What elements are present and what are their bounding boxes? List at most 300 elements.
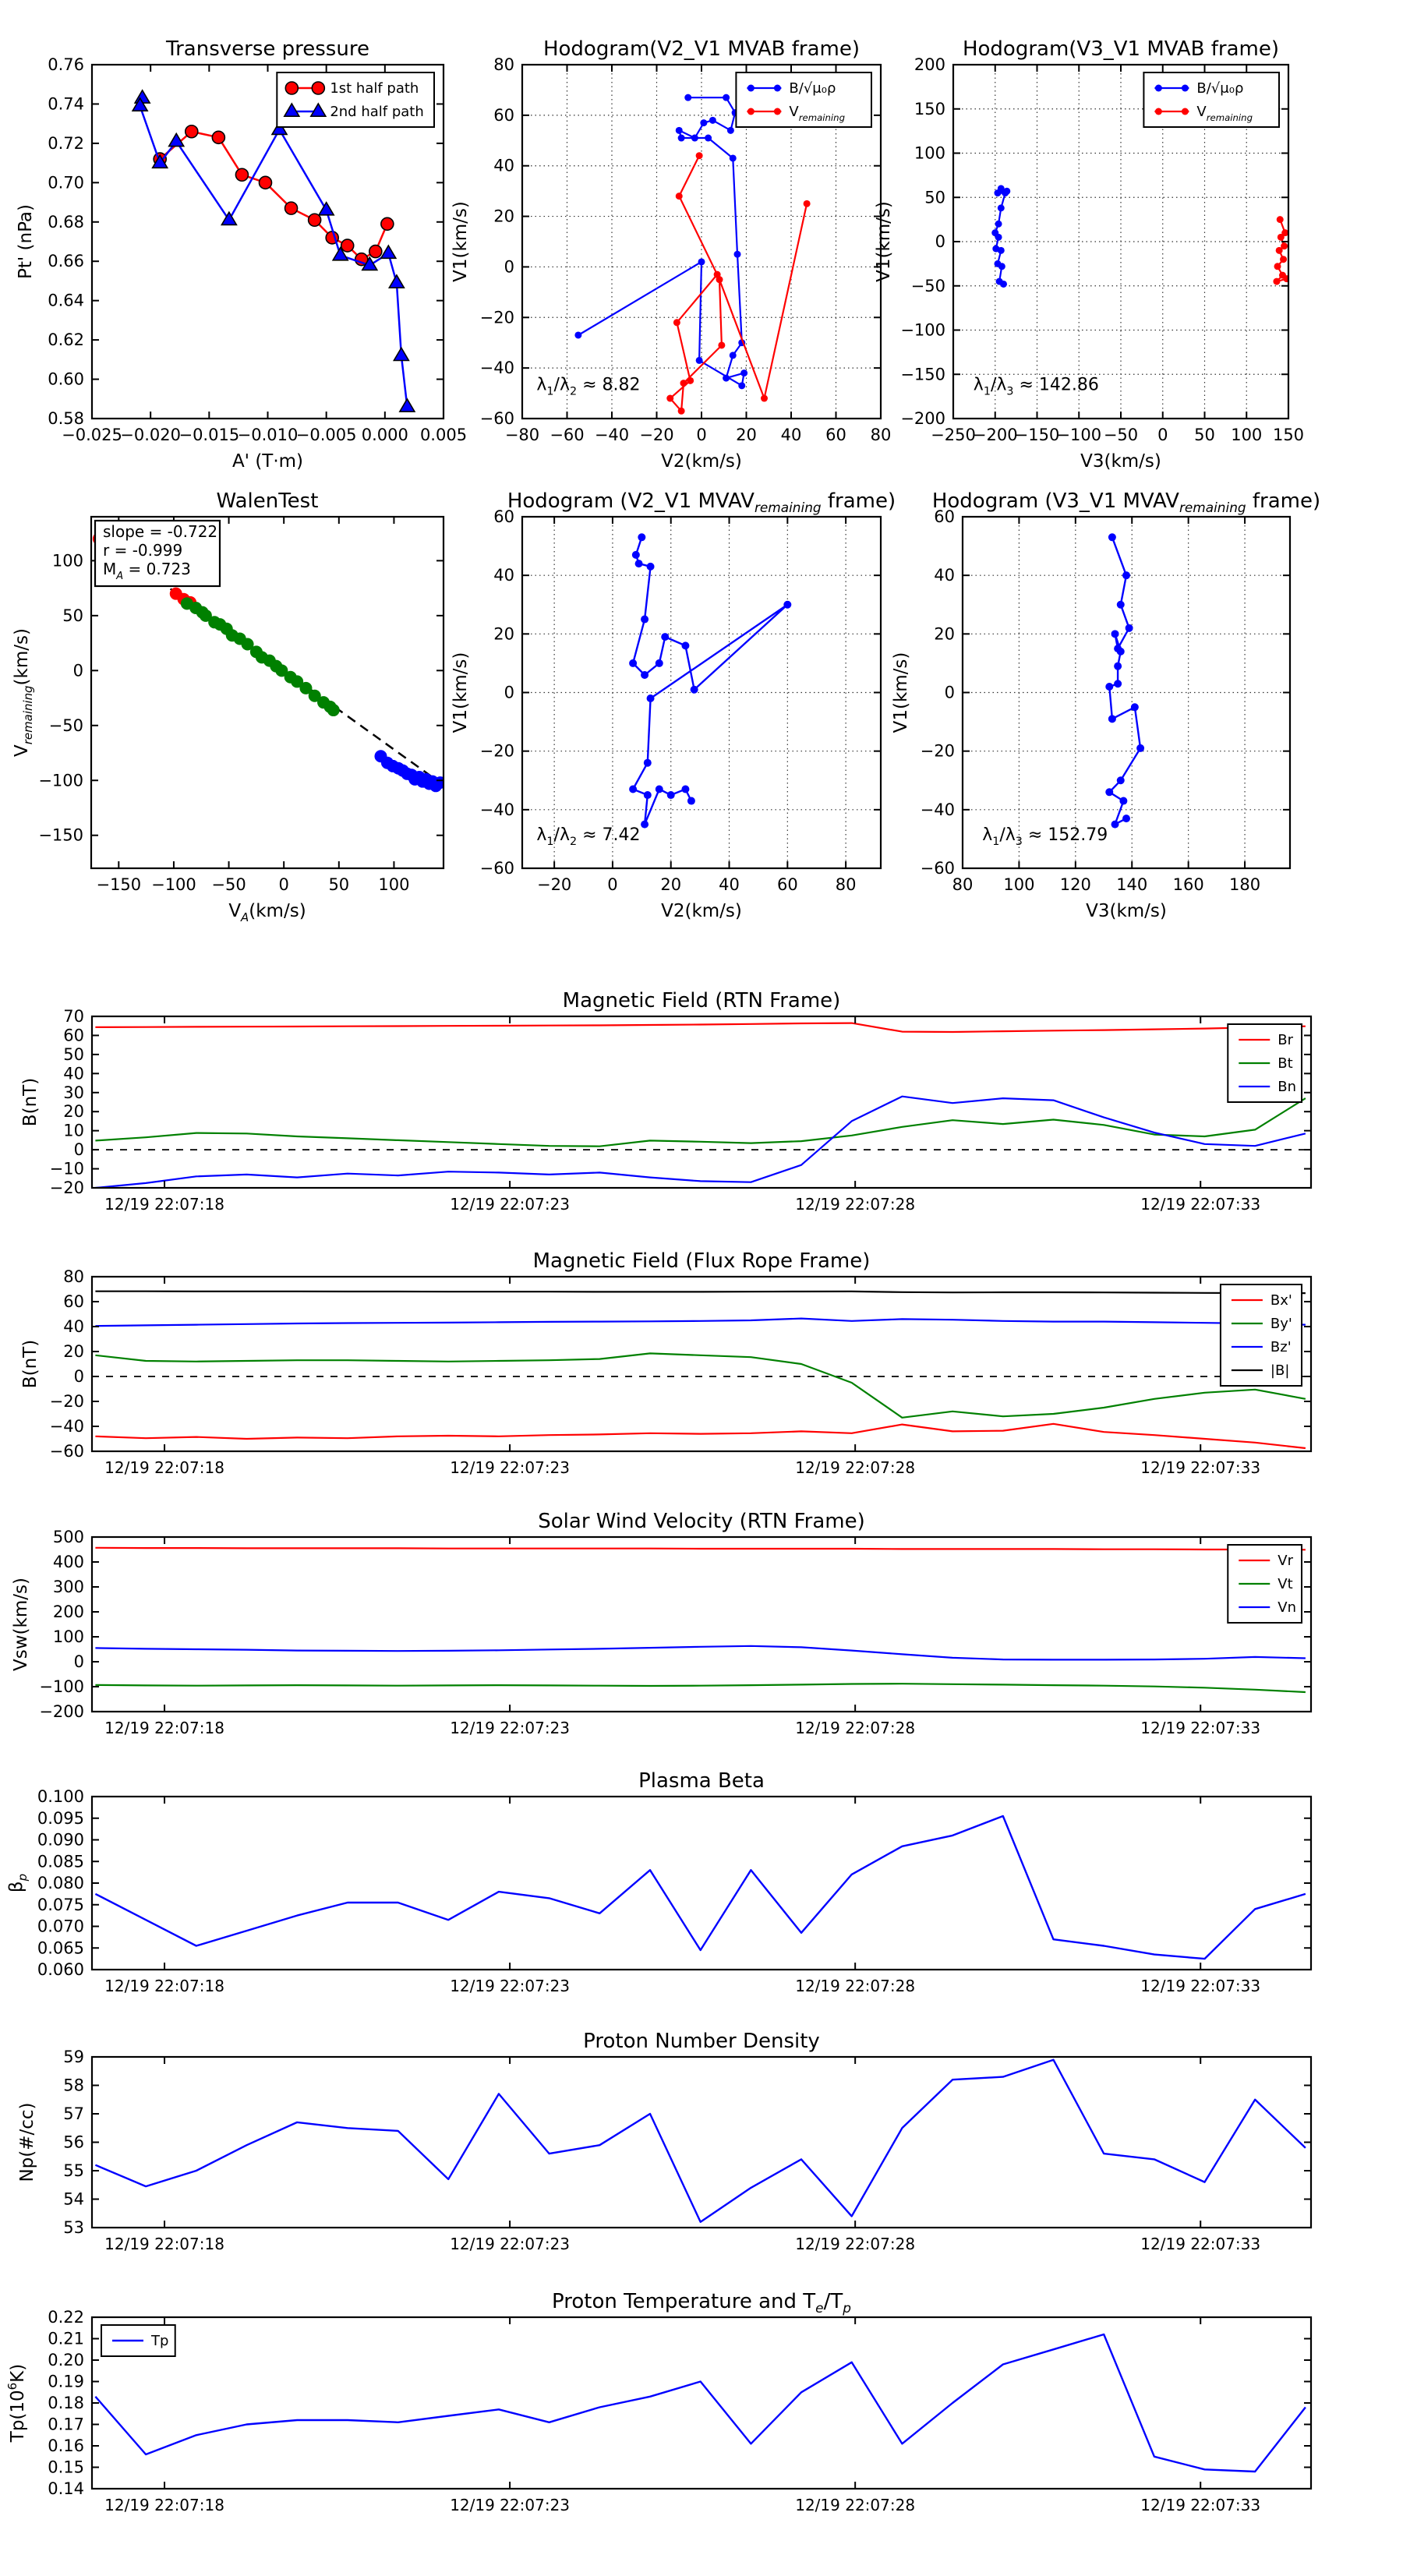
y-tick-label: 0.080 (37, 1874, 84, 1892)
y-tick-label: 0.16 (48, 2436, 84, 2455)
y-tick-label: 100 (52, 1627, 84, 1646)
legend-sample-marker (774, 85, 781, 92)
x-tick-label: −100 (151, 875, 196, 894)
x-tick-label: −0.005 (295, 426, 357, 444)
chart-title: Hodogram (V2_V1 $MVAV_{remaining}$ frame) (507, 489, 896, 515)
fit-stats-line: $M_A = 0.723$ (103, 560, 191, 582)
data-point (212, 131, 224, 143)
series-group (991, 185, 1290, 288)
y-tick-label: −60 (479, 409, 514, 428)
data-point (632, 551, 640, 559)
x-tick-label: −200 (972, 426, 1018, 444)
data-point (1274, 263, 1281, 270)
x-tick-label: 12/19 22:07:18 (104, 1458, 224, 1477)
y-tick-label: −20 (49, 1178, 84, 1197)
x-tick-label: 12/19 22:07:28 (795, 2235, 916, 2253)
chart-title: Hodogram (V3_V1 $MVAV_{remaining}$ frame) (931, 489, 1321, 515)
series-b-alfven (629, 533, 791, 828)
data-point (676, 193, 683, 200)
y-tick-label: 60 (493, 105, 514, 125)
y-tick-label: 0.17 (48, 2415, 84, 2434)
y-tick-label: 0.70 (48, 173, 84, 193)
eigenvalue-annotation: $\lambda_1/\lambda_2 \approx 7.42$ (536, 825, 641, 848)
chart-solar-wind-velocity (11, 1510, 1311, 1737)
y-tick-label: 60 (934, 507, 955, 526)
y-tick-label: −200 (39, 1702, 84, 1721)
chart-title: Transverse pressure (166, 37, 369, 61)
y-tick-label: 0 (73, 1652, 84, 1671)
data-point (574, 331, 581, 338)
data-point (341, 239, 354, 252)
x-tick-label: 120 (1059, 875, 1091, 894)
data-point (400, 399, 415, 412)
series-line (95, 1319, 1306, 1327)
y-tick-label: −20 (920, 741, 955, 761)
y-tick-label: 200 (914, 55, 945, 74)
axis-ticks (92, 1277, 1311, 1451)
series-vr (95, 1548, 1306, 1550)
x-tick-label: 60 (825, 426, 846, 444)
data-point (696, 357, 703, 364)
y-tick-label: −150 (38, 825, 83, 845)
y-axis-label: B(nT) (20, 1339, 41, 1389)
chart-magnetic-field-rtn (20, 989, 1311, 1214)
y-tick-label: 20 (934, 624, 955, 644)
data-point (369, 246, 382, 258)
data-point (691, 135, 698, 142)
y-tick-label: 54 (63, 2189, 84, 2209)
data-point (1117, 776, 1125, 784)
data-point (667, 791, 675, 799)
chart-transverse-pressure (16, 37, 467, 472)
data-point (709, 117, 716, 124)
x-tick-label: 12/19 22:07:18 (104, 1195, 224, 1214)
legend-sample-marker (1155, 85, 1162, 92)
chart-hodogram-v3v1-mvav (891, 489, 1320, 921)
chart-title: Magnetic Field (RTN Frame) (562, 989, 841, 1012)
y-tick-label: −200 (900, 409, 945, 428)
data-point (1126, 624, 1133, 632)
y-tick-label: −40 (479, 359, 514, 378)
x-tick-label: 20 (736, 426, 757, 444)
axis-ticks (92, 2317, 1311, 2489)
y-tick-label: 20 (493, 207, 514, 226)
y-tick-label: 0 (504, 257, 514, 277)
legend-label: 1st half path (330, 80, 419, 97)
series-b-magnitude (95, 1292, 1306, 1293)
y-tick-label: −20 (479, 741, 514, 761)
x-axis-label: V2(km/s) (661, 901, 742, 921)
data-point (727, 127, 734, 134)
y-tick-label: −50 (910, 276, 945, 295)
series-line (578, 97, 744, 386)
y-tick-label: 0.075 (37, 1895, 84, 1914)
legend-label: By' (1270, 1316, 1292, 1332)
y-tick-label: 40 (63, 1317, 84, 1336)
y-axis-label: $Tp(10^6K)$ (5, 2363, 28, 2443)
chart-title: Proton Temperature and $T_e/T_p$ (552, 2290, 851, 2316)
data-point (1002, 189, 1009, 196)
x-tick-label: −0.010 (237, 426, 299, 444)
x-tick-label: 0.005 (419, 426, 468, 444)
y-tick-label: 50 (62, 606, 83, 625)
x-axis-label: V3(km/s) (1086, 901, 1167, 921)
series-line (1109, 537, 1140, 824)
legend-label: Tp (151, 2333, 169, 2349)
chart-title: Hodogram(V2_V1 MVAB frame) (542, 37, 861, 61)
x-axis-label: A' (T·m) (231, 451, 304, 472)
data-point (1117, 601, 1125, 609)
data-point (1111, 630, 1119, 638)
data-point (1277, 216, 1284, 223)
x-tick-label: 12/19 22:07:28 (795, 2496, 916, 2514)
y-tick-label: 0 (73, 1367, 84, 1386)
legend-label: B/√μ₀ρ (1196, 80, 1244, 97)
x-tick-label: 40 (719, 875, 740, 894)
y-tick-label: 80 (493, 55, 514, 74)
chart-magnetic-field-flux-rope (20, 1249, 1311, 1477)
data-point (730, 352, 737, 359)
series-scatter-green (181, 597, 340, 716)
y-tick-label: 0.070 (37, 1917, 84, 1936)
y-tick-label: −150 (900, 365, 945, 384)
x-tick-label: 12/19 22:07:33 (1140, 1458, 1261, 1477)
data-point (804, 200, 811, 207)
x-tick-label: −0.020 (120, 426, 182, 444)
series-line (95, 1684, 1306, 1692)
data-point (998, 204, 1005, 211)
legend-sample-marker (1182, 108, 1189, 115)
data-point (638, 533, 645, 541)
y-tick-label: 0.74 (48, 94, 84, 114)
data-point (641, 671, 648, 679)
series-group (95, 2334, 1306, 2472)
series-group (629, 533, 791, 828)
y-tick-label: 200 (52, 1602, 84, 1621)
y-tick-label: 60 (63, 1026, 84, 1045)
legend-sample-marker (312, 82, 324, 94)
data-point (700, 119, 707, 126)
y-tick-label: −60 (920, 859, 955, 878)
x-tick-label: 12/19 22:07:23 (450, 1719, 571, 1737)
x-tick-label: 0 (607, 875, 618, 894)
data-point (389, 275, 404, 288)
series-b-alfven (991, 185, 1010, 288)
data-point (998, 247, 1005, 254)
chart-proton-number-density (17, 2030, 1311, 2253)
data-point (696, 152, 703, 159)
data-point (259, 176, 271, 189)
data-point (687, 377, 694, 384)
x-tick-label: 12/19 22:07:23 (450, 2496, 571, 2514)
fit-stats-line: slope = -0.722 (103, 522, 218, 541)
y-axis-label: V1(km/s) (891, 652, 911, 733)
data-point (186, 125, 198, 138)
legend-sample-marker (285, 82, 298, 94)
y-axis-label: $\beta_p$ (6, 1873, 30, 1893)
data-point (723, 94, 730, 101)
x-tick-label: 0 (1157, 426, 1168, 444)
series-br (95, 1023, 1306, 1032)
y-tick-label: 0 (935, 232, 945, 251)
series-scatter-blue (374, 750, 446, 792)
axis-ticks (92, 2057, 1311, 2228)
y-tick-label: −60 (49, 1442, 84, 1461)
legend-label: Bx' (1270, 1292, 1292, 1309)
y-axis-label: Vsw(km/s) (11, 1578, 31, 1671)
series-group (1105, 533, 1144, 828)
legend-label: Vt (1278, 1576, 1293, 1592)
chart-title: Plasma Beta (638, 1769, 765, 1793)
legend-label: |B| (1270, 1362, 1290, 1379)
y-axis-label: V1(km/s) (451, 652, 471, 733)
data-point (740, 369, 747, 376)
x-tick-label: 160 (1172, 875, 1204, 894)
y-tick-label: 60 (63, 1292, 84, 1311)
y-tick-label: 80 (63, 1267, 84, 1286)
y-tick-label: 50 (63, 1044, 84, 1064)
data-point (285, 202, 298, 214)
y-tick-label: 10 (63, 1121, 84, 1140)
x-tick-label: 12/19 22:07:33 (1140, 1719, 1261, 1737)
y-tick-label: −40 (479, 800, 514, 819)
data-point (738, 382, 745, 389)
data-point (783, 601, 791, 609)
x-tick-label: 100 (1231, 426, 1263, 444)
legend-sample-marker (774, 108, 781, 115)
y-tick-label: 400 (52, 1553, 84, 1571)
x-tick-label: 12/19 22:07:18 (104, 2496, 224, 2514)
x-tick-label: −250 (931, 426, 976, 444)
chart-hodogram-v2v1-mvav (451, 489, 896, 921)
x-tick-label: 12/19 22:07:33 (1140, 1195, 1261, 1214)
series-line (95, 1292, 1306, 1293)
x-tick-label: 12/19 22:07:23 (450, 1458, 571, 1477)
y-tick-label: 0 (944, 683, 955, 702)
y-axis-label: V1(km/s) (874, 201, 894, 282)
y-tick-label: 40 (493, 156, 514, 175)
y-tick-label: 58 (63, 2076, 84, 2095)
x-tick-label: 12/19 22:07:18 (104, 1719, 224, 1737)
series-line (95, 2060, 1306, 2222)
axis-ticks (92, 1797, 1311, 1970)
x-tick-label: −100 (1056, 426, 1102, 444)
fit-stats-line: r = -0.999 (103, 541, 183, 560)
data-point (1122, 571, 1130, 579)
y-tick-label: 57 (63, 2104, 84, 2123)
x-tick-label: −150 (1014, 426, 1060, 444)
y-tick-label: 70 (63, 1007, 84, 1026)
chart-title: WalenTest (216, 489, 319, 513)
data-point (647, 694, 655, 702)
series-np (95, 2060, 1306, 2222)
x-tick-label: 50 (1194, 426, 1215, 444)
legend-label: 2nd half path (330, 104, 424, 120)
x-tick-label: 80 (870, 426, 892, 444)
data-point (641, 821, 648, 829)
legend-label: Bn (1278, 1079, 1297, 1095)
data-point (641, 616, 648, 624)
x-tick-label: 0 (696, 426, 707, 444)
x-tick-label: 12/19 22:07:33 (1140, 2496, 1261, 2514)
x-axis-label: $V_A(km/s)$ (228, 901, 306, 924)
x-tick-label: 12/19 22:07:28 (795, 1719, 916, 1737)
legend-sample-marker (1182, 85, 1189, 92)
y-tick-label: −10 (49, 1159, 84, 1178)
x-tick-label: 12/19 22:07:23 (450, 2235, 571, 2253)
series-vt (95, 1684, 1306, 1692)
eigenvalue-annotation: $\lambda_1/\lambda_3 \approx 142.86$ (973, 375, 1099, 398)
data-point (1114, 680, 1122, 687)
x-tick-label: −20 (639, 426, 674, 444)
data-point (698, 258, 705, 265)
data-point (716, 276, 723, 283)
data-point (1280, 256, 1287, 263)
data-point (666, 395, 673, 402)
data-point (1114, 663, 1122, 670)
y-tick-label: 40 (934, 566, 955, 585)
x-tick-label: 12/19 22:07:28 (795, 1458, 916, 1477)
y-tick-label: 0.060 (37, 1960, 84, 1979)
series-group (574, 94, 810, 415)
data-point (995, 234, 1002, 241)
y-tick-label: 60 (493, 507, 514, 526)
y-axis-label: Np(#/cc) (17, 2102, 37, 2182)
x-axis-label: V2(km/s) (661, 451, 742, 472)
legend-sample-marker (1155, 108, 1162, 115)
y-tick-label: 0.64 (48, 291, 84, 310)
data-point (1136, 744, 1144, 752)
series-group (133, 90, 415, 412)
series-line (95, 1424, 1306, 1448)
data-point (635, 560, 643, 567)
series-bt (95, 1098, 1306, 1147)
y-tick-label: 0.21 (48, 2329, 84, 2348)
series-group (95, 1816, 1306, 1959)
data-point (1111, 821, 1119, 829)
y-tick-label: −60 (479, 859, 514, 878)
data-point (629, 659, 637, 667)
y-tick-label: 150 (914, 99, 945, 118)
legend-sample-marker (747, 85, 755, 92)
data-point (687, 797, 695, 805)
y-tick-label: 0.22 (48, 2308, 84, 2327)
series-group (95, 1292, 1306, 1448)
chart-title: Magnetic Field (Flux Rope Frame) (532, 1249, 871, 1273)
x-tick-label: −0.015 (178, 426, 240, 444)
axis-ticks (92, 1016, 1311, 1188)
x-tick-label: 80 (835, 875, 857, 894)
data-point (678, 408, 685, 415)
series-first-half (154, 125, 394, 266)
data-point (319, 203, 334, 215)
x-tick-label: 12/19 22:07:18 (104, 2235, 224, 2253)
data-point (394, 348, 408, 360)
y-axis-label: B(nT) (20, 1077, 41, 1127)
y-tick-label: 40 (63, 1064, 84, 1083)
data-point (381, 217, 394, 230)
data-point (730, 154, 737, 161)
data-point (656, 786, 663, 793)
data-point (678, 135, 685, 142)
data-point (629, 786, 637, 793)
x-tick-label: 12/19 22:07:28 (795, 1195, 916, 1214)
series-line (95, 1023, 1306, 1032)
x-tick-label: 12/19 22:07:33 (1140, 2235, 1261, 2253)
series-bz-prime (95, 1319, 1306, 1327)
data-point (661, 633, 669, 641)
data-point (761, 395, 768, 402)
x-tick-label: 40 (780, 426, 802, 444)
legend-label: Vn (1278, 1599, 1297, 1616)
data-point (1108, 715, 1116, 723)
y-tick-label: 20 (63, 1342, 84, 1361)
data-point (1000, 281, 1007, 288)
x-tick-label: 0.000 (361, 426, 408, 444)
y-tick-label: 0 (504, 683, 514, 702)
data-point (723, 375, 730, 382)
data-point (235, 168, 248, 181)
chart-proton-temperature (5, 2290, 1311, 2514)
y-tick-label: 0.100 (37, 1787, 84, 1806)
data-point (705, 135, 712, 142)
data-point (681, 641, 689, 649)
series-line (95, 1816, 1306, 1959)
data-point (734, 251, 741, 258)
x-tick-label: 0 (278, 875, 289, 894)
y-tick-label: 0.18 (48, 2394, 84, 2412)
x-tick-label: 12/19 22:07:23 (450, 1195, 571, 1214)
y-tick-label: 0.090 (37, 1830, 84, 1850)
chart-title: Solar Wind Velocity (RTN Frame) (538, 1510, 865, 1533)
y-tick-label: −100 (38, 771, 83, 790)
x-tick-label: 80 (952, 875, 974, 894)
x-tick-label: 12/19 22:07:33 (1140, 1977, 1261, 1995)
x-tick-label: 60 (776, 875, 798, 894)
y-axis-label: Pt' (nPa) (16, 204, 36, 279)
data-point (434, 776, 447, 789)
legend-label: $V_{remaining}$ (789, 104, 846, 123)
y-tick-label: 0.58 (48, 409, 84, 428)
x-tick-label: 150 (1272, 426, 1305, 444)
legend-label: Bz' (1270, 1339, 1292, 1355)
y-tick-label: 0.19 (48, 2372, 84, 2391)
x-tick-label: −0.025 (62, 426, 122, 444)
x-tick-label: −60 (550, 426, 585, 444)
x-tick-label: 12/19 22:07:28 (795, 1977, 916, 1995)
y-axis-label: $V_{remaining}(km/s)$ (12, 628, 35, 757)
axes-frame (92, 1016, 1311, 1188)
legend-label: Vr (1278, 1553, 1293, 1569)
y-tick-label: 55 (63, 2161, 84, 2180)
y-tick-label: 30 (63, 1083, 84, 1102)
x-tick-label: −50 (211, 875, 246, 894)
x-tick-label: −80 (504, 426, 540, 444)
y-tick-label: 300 (52, 1578, 84, 1596)
data-point (673, 319, 680, 326)
y-tick-label: −100 (900, 320, 945, 340)
data-point (995, 221, 1002, 228)
data-point (1105, 683, 1113, 691)
series-line (633, 537, 787, 824)
y-tick-label: 0.68 (48, 212, 84, 231)
data-point (718, 341, 725, 348)
series-line (160, 132, 387, 260)
data-point (691, 686, 698, 694)
data-point (221, 212, 236, 224)
data-point (1119, 797, 1127, 805)
y-tick-label: 0.62 (48, 330, 84, 350)
